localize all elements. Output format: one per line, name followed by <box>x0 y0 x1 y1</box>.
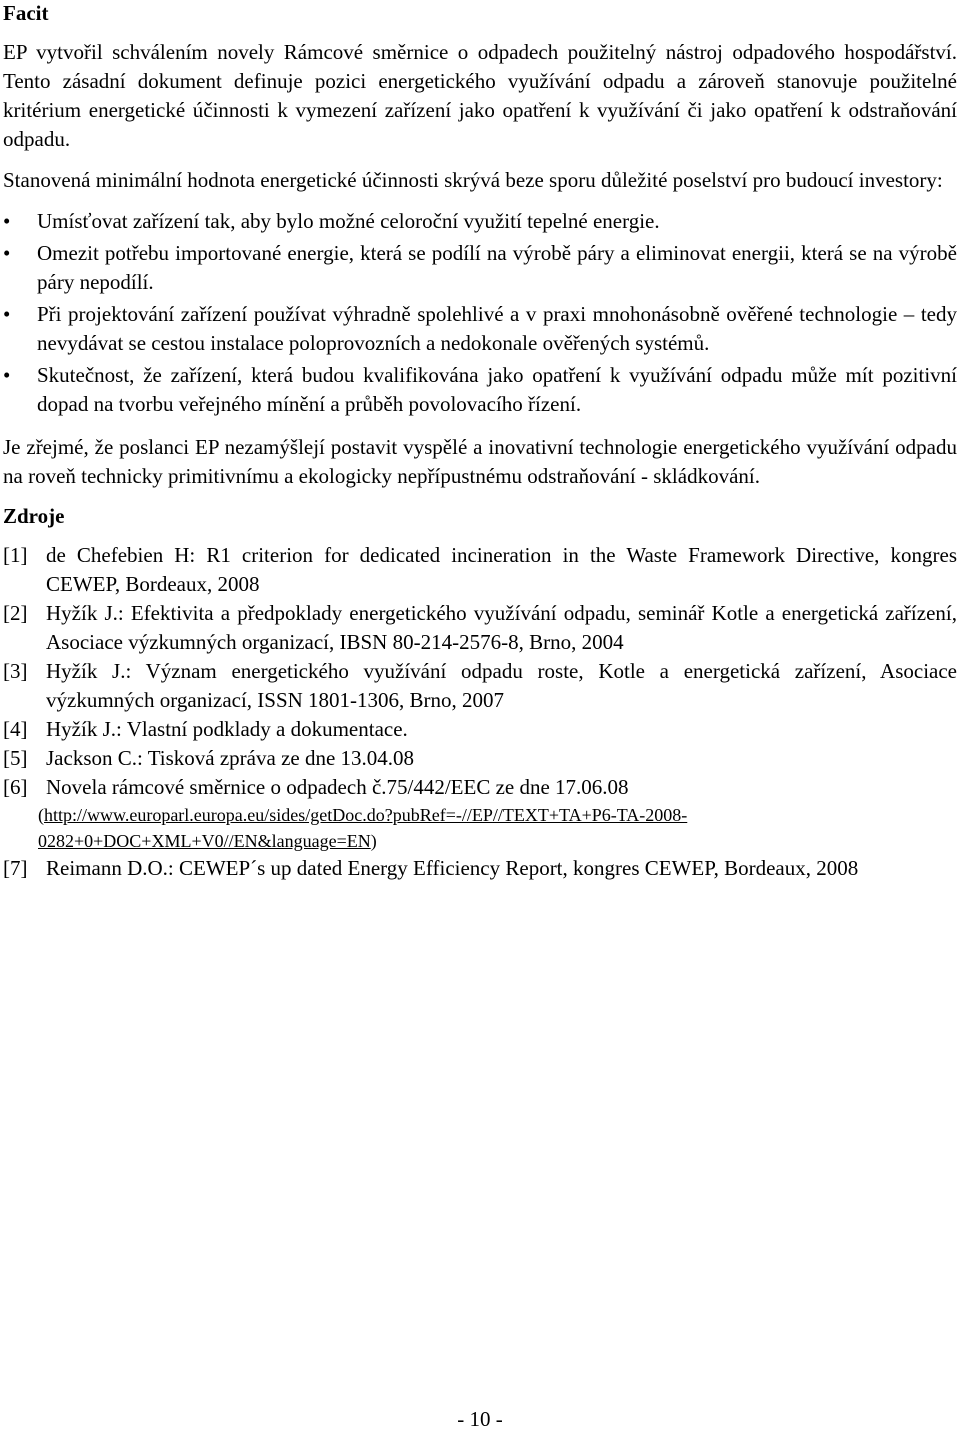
recommendation-list <box>3 207 957 419</box>
reference-item <box>3 541 957 599</box>
reference-text: de Chefebien H: R1 criterion for dedicated incineration in the Waste Framework Directive, kongres CEWEP, Bordeaux, 2008 <box>46 543 957 596</box>
url-open-paren: ( <box>38 805 44 825</box>
list-item-text: Omezit potřebu importované energie, která se podílí na výrobě páry a eliminovat energii, která se na výrobě páry nepodílí. <box>37 241 957 294</box>
reference-number: [7] <box>3 856 28 880</box>
reference-text: Jackson C.: Tisková zpráva ze dne 13.04.08 <box>46 746 415 770</box>
reference-url-line <box>38 802 957 854</box>
bullet-icon: • <box>3 241 11 265</box>
list-item <box>3 239 957 297</box>
facit-paragraph-2: Stanovená minimální hodnota energetické účinnosti skrývá beze sporu důležité poselství pro budoucí investory: <box>3 168 943 192</box>
reference-number: [4] <box>3 717 28 741</box>
facit-paragraph-3: Je zřejmé, že poslanci EP nezamýšlejí postavit vyspělé a inovativní technologie energetického využívání odpadu na roveň technicky primitivnímu a ekologicky nepřípustnému odstraňování - skládkování. <box>3 435 957 488</box>
url-close-paren: ) <box>370 831 377 851</box>
reference-item <box>3 744 957 773</box>
reference-item <box>3 715 957 744</box>
reference-item <box>3 599 957 657</box>
list-item-text: Při projektování zařízení používat výhradně spolehlivé a v praxi mnohonásobně ověřené technologie – tedy nevydávat se cestou instalace poloprovozních a nedokonale ověřených systémů. <box>37 302 957 355</box>
list-item-text: Umísťovat zařízení tak, aby bylo možné celoroční využití tepelné energie. <box>37 209 660 233</box>
reference-number: [2] <box>3 601 28 625</box>
facit-heading: Facit <box>3 1 49 25</box>
reference-item <box>3 773 957 854</box>
bullet-icon: • <box>3 363 11 387</box>
reference-number: [1] <box>3 543 28 567</box>
reference-text: Reimann D.O.: CEWEP´s up dated Energy Efficiency Report, kongres CEWEP, Bordeaux, 2008 <box>46 856 859 880</box>
list-item <box>3 207 957 236</box>
bullet-icon: • <box>3 209 11 233</box>
reference-text: Novela rámcové směrnice o odpadech č.75/442/EEC ze dne 17.06.08 <box>46 775 629 799</box>
facit-paragraph-1: EP vytvořil schválením novely Rámcové směrnice o odpadech použitelný nástroj odpadového hospodářství. Tento zásadní dokument definuje pozici energetického využívání odpadu a zároveň stanovuje použitelné kritérium energetické účinnosti k vymezení zařízení jako opatření k využívání či jako opatření k odstraňování odpadu. <box>3 40 957 151</box>
reference-item <box>3 854 957 883</box>
reference-text: Hyžík J.: Efektivita a předpoklady energetického využívání odpadu, seminář Kotle a energetická zařízení, Asociace výzkumných organizací, IBSN 80-214-2576-8, Brno, 2004 <box>46 601 957 654</box>
list-item <box>3 300 957 358</box>
reference-item <box>3 657 957 715</box>
reference-number: [5] <box>3 746 28 770</box>
document-page <box>3 0 957 883</box>
page-number: - 10 - <box>457 1407 503 1431</box>
sources-heading: Zdroje <box>3 504 65 528</box>
bullet-icon: • <box>3 302 11 326</box>
list-item <box>3 361 957 419</box>
reference-link[interactable]: http://www.europarl.europa.eu/sides/getDoc.do?pubRef=-//EP//TEXT+TA+P6-TA-2008-0282+0+DOC+XML+V0//EN&language=EN <box>38 805 688 851</box>
reference-text: Hyžík J.: Význam energetického využívání odpadu roste, Kotle a energetická zařízení, Asociace výzkumných organizací, ISSN 1801-1306, Brno, 2007 <box>46 659 957 712</box>
reference-text: Hyžík J.: Vlastní podklady a dokumentace. <box>46 717 408 741</box>
reference-number: [3] <box>3 659 28 683</box>
list-item-text: Skutečnost, že zařízení, která budou kvalifikována jako opatření k využívání odpadu může mít pozitivní dopad na tvorbu veřejného mínění a průběh povolovacího řízení. <box>37 363 957 416</box>
reference-list <box>3 541 957 883</box>
reference-number: [6] <box>3 775 28 799</box>
